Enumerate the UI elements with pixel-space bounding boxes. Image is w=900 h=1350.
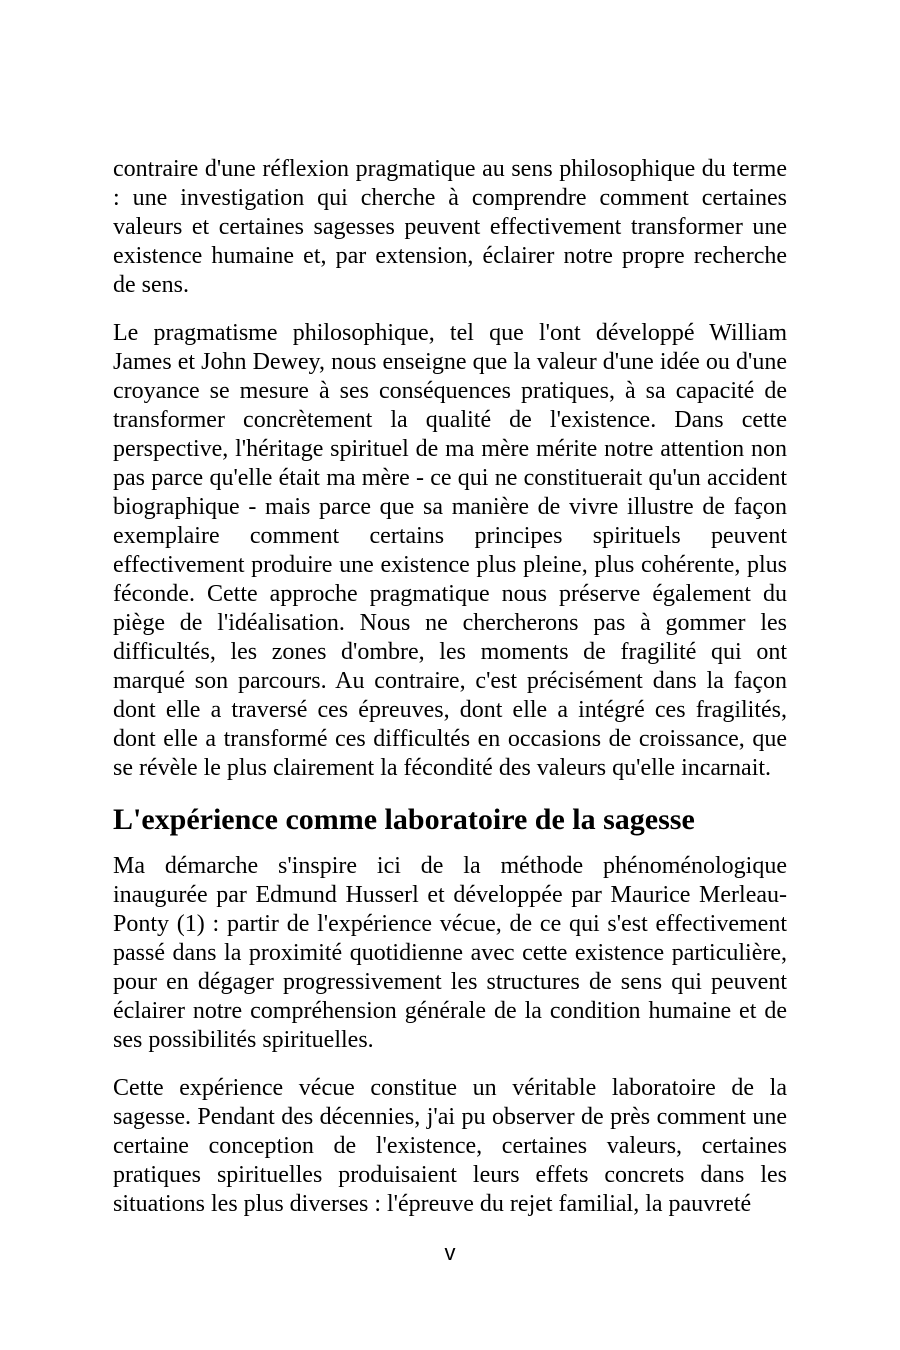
section-heading: L'expérience comme laboratoire de la sagesse [113, 803, 695, 836]
paragraph-2: Le pragmatisme philosophique, tel que l'ont développé William James et John Dewey, nous enseigne que la valeur d'une idée ou d'une croyance se mesure à ses conséquences pratiques, à sa capacité de transformer concrètement la qualité de l'existence. Dans cette perspective, l'héritage spirituel de ma mère mérite notre attention non pas parce qu'elle était ma mère - ce qui ne constituerait qu'un accident biographique - mais parce que sa manière de vivre illustre de façon exemplaire comment certains principes spirituels peuvent effectivement produire une existence plus pleine, plus cohérente, plus féconde. Cette approche pragmatique nous préserve également du piège de l'idéalisation. Nous ne chercherons pas à gommer les difficultés, les zones d'ombre, les moments de fragilité qui ont marqué son parcours. Au contraire, c'est précisément dans la façon dont elle a traversé ces épreuves, dont elle a intégré ces fragilités, dont elle a transformé ces difficultés en occasions de croissance, que se révèle le plus clairement la fécondité des valeurs qu'elle incarnait. [113, 320, 787, 781]
page-number: v [444, 1240, 456, 1265]
paragraph-4: Cette expérience vécue constitue un véritable laboratoire de la sagesse. Pendant des décennies, j'ai pu observer de près comment une certaine conception de l'existence, certaines valeurs, certaines pratiques spirituelles produisaient leurs effets concrets dans les situations les plus diverses : l'épreuve du rejet familial, la pauvreté [113, 1075, 787, 1217]
paragraph-1: contraire d'une réflexion pragmatique au sens philosophique du terme : une investigation qui cherche à comprendre comment certaines valeurs et certaines sagesses peuvent effectivement transformer une existence humaine et, par extension, éclairer notre propre recherche de sens. [113, 156, 787, 298]
text-block [113, 155, 787, 1238]
paragraph-3: Ma démarche s'inspire ici de la méthode phénoménologique inaugurée par Edmund Husserl et développée par Maurice Merleau-Ponty (1) : partir de l'expérience vécue, de ce qui s'est effectivement passé dans la proximité quotidienne avec cette existence particulière, pour en dégager progressivement les structures de sens qui peuvent éclairer notre compréhension générale de la condition humaine et de ses possibilités spirituelles. [113, 853, 787, 1053]
